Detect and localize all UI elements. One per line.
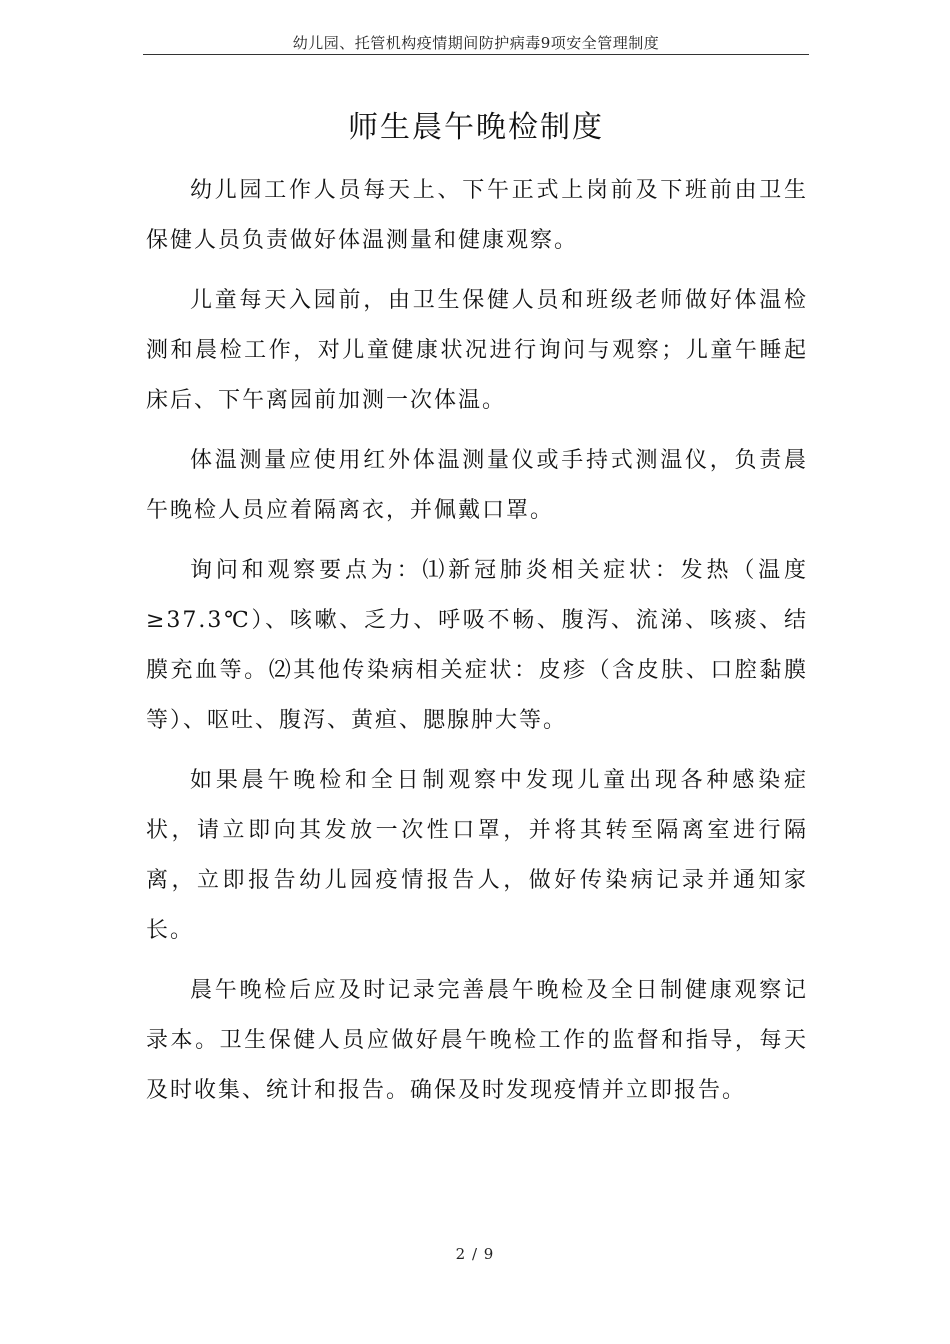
document-body <box>146 166 808 1126</box>
paragraph-staff-checks: 幼儿园工作人员每天上、下午正式上岗前及下班前由卫生保健人员负责做好体温测量和健康观察。 <box>146 178 808 253</box>
document-title: 师生晨午晚检制度 <box>348 110 604 145</box>
running-header: 幼儿园、托管机构疫情期间防护病毒9项安全管理制度 <box>292 34 660 52</box>
header-divider <box>143 54 809 55</box>
paragraph-child-checks: 儿童每天入园前，由卫生保健人员和班级老师做好体温检测和晨检工作，对儿童健康状况进行询问与观察；儿童午睡起床后、下午离园前加测一次体温。 <box>146 288 808 413</box>
paragraph-symptom-response: 如果晨午晚检和全日制观察中发现儿童出现各种感染症状，请立即向其发放一次性口罩，并将其转至隔离室进行隔离，立即报告幼儿园疫情报告人，做好传染病记录并通知家长。 <box>146 768 808 943</box>
paragraph-temperature-method: 体温测量应使用红外体温测量仪或手持式测温仪，负责晨午晚检人员应着隔离衣，并佩戴口罩。 <box>146 448 808 523</box>
page-number: 2 / 9 <box>455 1245 495 1263</box>
paragraph-recording: 晨午晚检后应及时记录完善晨午晚检及全日制健康观察记录本。卫生保健人员应做好晨午晚检工作的监督和指导，每天及时收集、统计和报告。确保及时发现疫情并立即报告。 <box>146 978 808 1103</box>
paragraph-observation-points: 询问和观察要点为：⑴新冠肺炎相关症状：发热（温度≥37.3℃）、咳嗽、乏力、呼吸不畅、腹泻、流涕、咳痰、结膜充血等。⑵其他传染病相关症状：皮疹（含皮肤、口腔黏膜等）、呕吐、腹泻、黄疸、腮腺肿大等。 <box>146 558 808 733</box>
